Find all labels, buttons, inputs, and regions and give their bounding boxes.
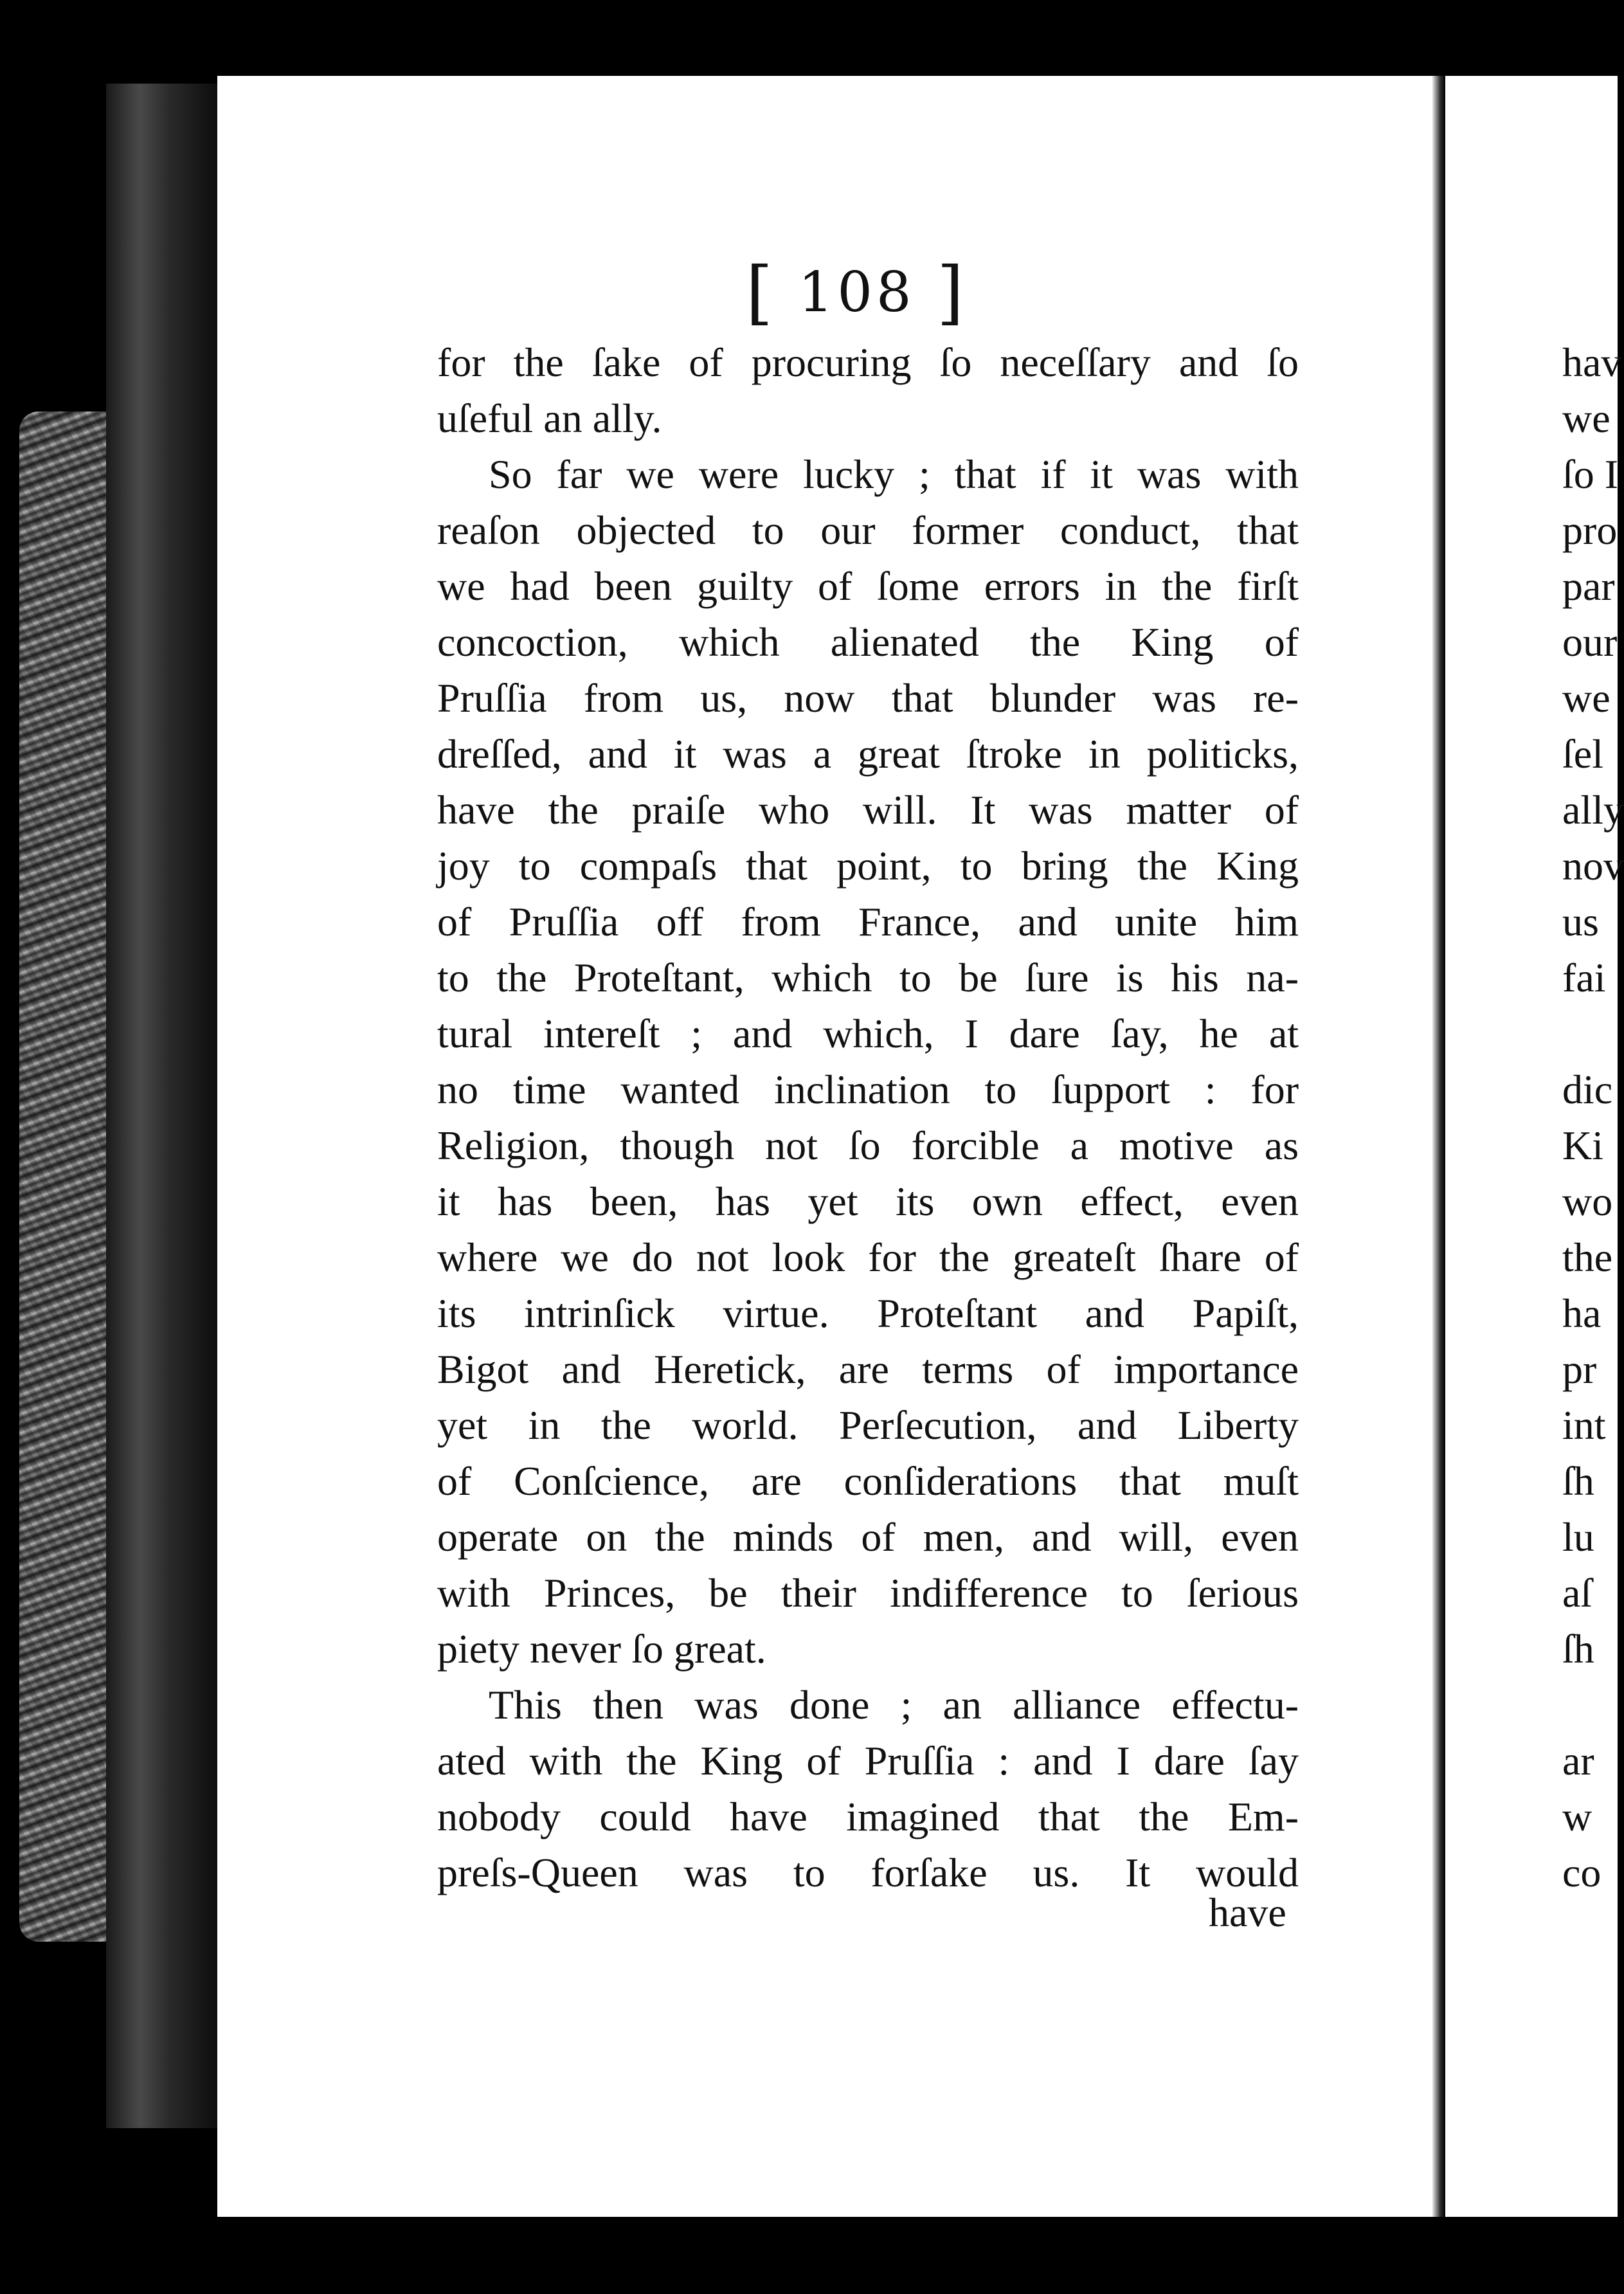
facing-page-fragment: w — [1562, 1794, 1592, 1839]
page-number-header: [ 108 ] — [746, 253, 968, 333]
facing-page-fragment: aſ — [1562, 1570, 1592, 1616]
facing-page-fragment: we — [1562, 675, 1610, 721]
text-line: dreſſed, and it was a great ſtroke in politicks, — [437, 731, 1299, 777]
text-line: tural intereſt ; and which, I dare ſay, he at — [437, 1011, 1299, 1056]
facing-page-fragment: fai — [1562, 955, 1606, 1000]
facing-page-fragment: our — [1562, 619, 1618, 665]
facing-page-fragment: wo — [1562, 1179, 1613, 1224]
text-line: reaſon objected to our former conduct, that — [437, 507, 1299, 553]
text-line: with Princes, be their indifference to ſerious — [437, 1570, 1299, 1616]
text-line: ated with the King of Pruſſia : and I dare ſay — [437, 1738, 1299, 1784]
text-line: Pruſſia from us, now that blunder was re- — [437, 675, 1299, 721]
text-line: have the praiſe who will. It was matter of — [437, 787, 1299, 833]
facing-page-fragment: Ki — [1562, 1123, 1603, 1168]
facing-page-fragment: the — [1562, 1234, 1613, 1280]
facing-page-fragment: pro — [1562, 507, 1618, 553]
catchword: have — [1209, 1890, 1286, 1935]
facing-page-fragment: hav — [1562, 339, 1622, 385]
page-body-text — [437, 334, 1299, 1901]
facing-page-fragment: ha — [1562, 1290, 1601, 1336]
text-line: for the ſake of procuring ſo neceſſary and ſo — [437, 339, 1299, 385]
facing-page-fragment: ſh — [1562, 1458, 1594, 1504]
text-line: to the Proteſtant, which to be ſure is his na- — [437, 955, 1299, 1000]
text-line: Bigot and Heretick, are terms of importance — [437, 1346, 1299, 1392]
facing-page-fragment: int — [1562, 1402, 1606, 1448]
text-line: of Pruſſia off from France, and unite him — [437, 899, 1299, 944]
facing-page-fragment: ally — [1562, 787, 1624, 833]
facing-page-fragment: ar — [1562, 1738, 1594, 1784]
text-line: So far we were lucky ; that if it was with — [489, 451, 1299, 497]
facing-page-fragment: ſh — [1562, 1626, 1594, 1672]
book-binding — [106, 84, 219, 2128]
facing-page-fragment: par — [1562, 563, 1615, 609]
facing-page-fragment — [1562, 1677, 1624, 1733]
facing-page-fragment: nov — [1562, 843, 1624, 889]
text-line: preſs-Queen was to forſake us. It would — [437, 1850, 1299, 1895]
text-line: nobody could have imagined that the Em- — [437, 1794, 1299, 1839]
facing-page-fragment: we — [1562, 395, 1610, 441]
text-line: no time wanted inclination to ſupport : for — [437, 1067, 1299, 1112]
text-line: uſeful an ally. — [437, 395, 662, 441]
text-line: we had been guilty of ſome errors in the firſt — [437, 563, 1299, 609]
text-line: concoction, which alienated the King of — [437, 619, 1299, 665]
text-line: of Conſcience, are conſiderations that muſt — [437, 1458, 1299, 1504]
text-line: its intrinſick virtue. Proteſtant and Papiſt, — [437, 1290, 1299, 1336]
text-line: where we do not look for the greateſt ſhare of — [437, 1234, 1299, 1280]
text-line: This then was done ; an alliance effectu- — [489, 1682, 1299, 1728]
text-line: yet in the world. Perſecution, and Liberty — [437, 1402, 1299, 1448]
marbled-endpaper — [19, 411, 116, 1942]
facing-page-fragment: lu — [1562, 1514, 1594, 1560]
facing-page-fragment: co — [1562, 1850, 1601, 1895]
text-line: operate on the minds of men, and will, even — [437, 1514, 1299, 1560]
facing-page-fragment: ſel — [1562, 731, 1603, 777]
page-number: 108 — [798, 260, 916, 325]
text-line: joy to compaſs that point, to bring the King — [437, 843, 1299, 889]
facing-page-fragment — [1562, 1006, 1624, 1061]
facing-page-fragment: dic — [1562, 1067, 1613, 1112]
facing-page-text — [1562, 334, 1624, 1901]
facing-page-fragment: pr — [1562, 1346, 1597, 1392]
text-line: piety never ſo great. — [437, 1626, 766, 1672]
text-line: it has been, has yet its own effect, even — [437, 1179, 1299, 1224]
text-line: Religion, though not ſo forcible a motive as — [437, 1123, 1299, 1168]
facing-page-fragment: us — [1562, 899, 1599, 944]
gutter-shadow — [1432, 76, 1445, 2217]
facing-page-fragment: ſo I — [1562, 451, 1619, 497]
